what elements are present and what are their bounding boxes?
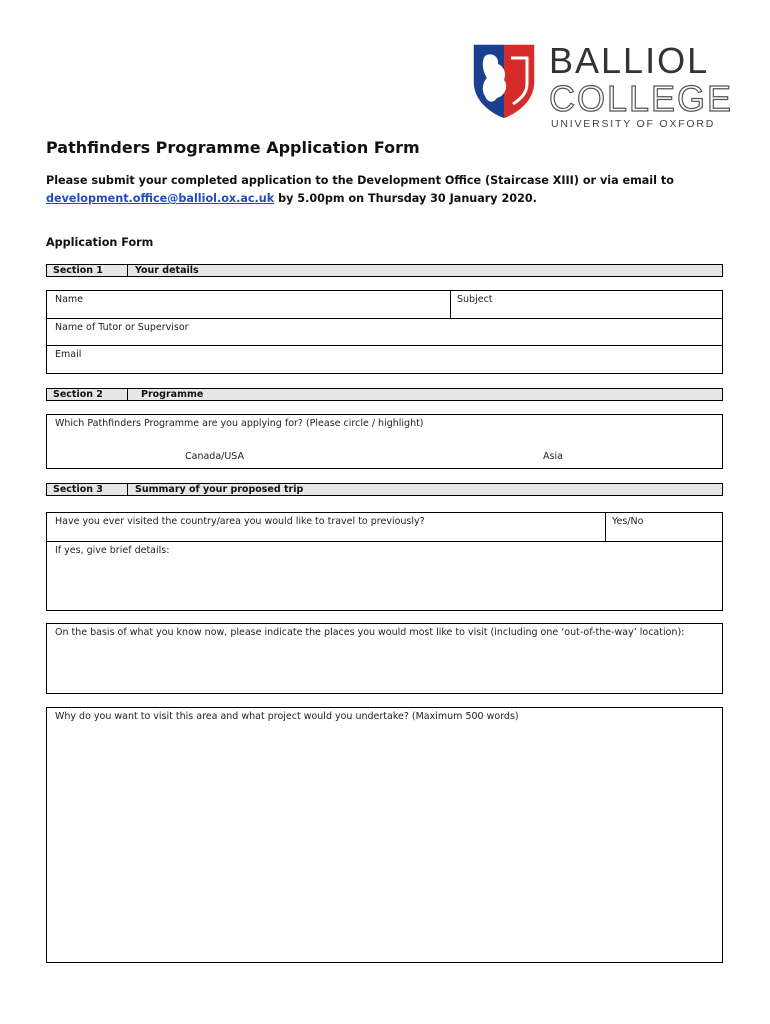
- section1-header: [46, 264, 723, 277]
- programme-box: [46, 414, 723, 469]
- application-form-heading: Application Form: [46, 236, 154, 249]
- section3-header: [46, 483, 723, 496]
- option-asia[interactable]: Asia: [543, 451, 563, 462]
- divider: [127, 265, 128, 276]
- your-details-table: [46, 290, 723, 374]
- project-box[interactable]: [46, 707, 723, 963]
- option-canada-usa[interactable]: Canada/USA: [185, 451, 245, 462]
- section2-title: Programme: [141, 389, 204, 400]
- details-question: If yes, give brief details:: [55, 545, 170, 556]
- form-title: Pathfinders Programme Application Form: [46, 138, 420, 157]
- logo-college-text: COLLEGE: [549, 78, 734, 119]
- details-row[interactable]: [47, 542, 722, 610]
- name-subject-row: [47, 291, 722, 319]
- tutor-label: Name of Tutor or Supervisor: [55, 322, 189, 333]
- divider: [605, 513, 606, 541]
- subject-label: Subject: [457, 294, 493, 305]
- divider: [127, 389, 128, 400]
- section2-header: [46, 388, 723, 401]
- tutor-row[interactable]: [47, 319, 722, 346]
- logo-balliol-text: BALLIOL: [549, 40, 710, 81]
- visited-question: Have you ever visited the country/area you would like to travel to previously?: [55, 516, 425, 527]
- intro-deadline: by 5.00pm on Thursday 30 January 2020.: [274, 192, 537, 205]
- email-row[interactable]: [47, 346, 722, 373]
- section3-number: Section 3: [53, 484, 103, 495]
- logo-university-text: UNIVERSITY OF OXFORD: [551, 118, 716, 130]
- college-crest-icon: [471, 42, 537, 120]
- balliol-logo: [471, 40, 734, 132]
- email-link[interactable]: development.office@balliol.ox.ac.uk: [46, 192, 275, 205]
- email-label: Email: [55, 349, 82, 360]
- divider: [450, 291, 451, 318]
- programme-question: Which Pathfinders Programme are you applying for? (Please circle / highlight): [55, 418, 424, 429]
- section1-title: Your details: [135, 265, 199, 276]
- places-question: On the basis of what you know now, please indicate the places you would most like to visit (including one ‘out-of-the-way’ location):: [55, 627, 685, 638]
- project-question: Why do you want to visit this area and what project would you undertake? (Maximum 500 words): [55, 711, 519, 722]
- places-box[interactable]: [46, 623, 723, 694]
- divider: [127, 484, 128, 495]
- section3-title: Summary of your proposed trip: [135, 484, 304, 495]
- intro-text: Please submit your completed application to the Development Office (Staircase XIII) or via email to: [46, 174, 674, 187]
- section1-number: Section 1: [53, 265, 103, 276]
- yes-no-answer[interactable]: Yes/No: [612, 516, 644, 527]
- visited-box: [46, 512, 723, 611]
- intro-paragraph: [46, 172, 726, 208]
- visited-row: [47, 513, 722, 542]
- section2-number: Section 2: [53, 389, 103, 400]
- name-label: Name: [55, 294, 84, 305]
